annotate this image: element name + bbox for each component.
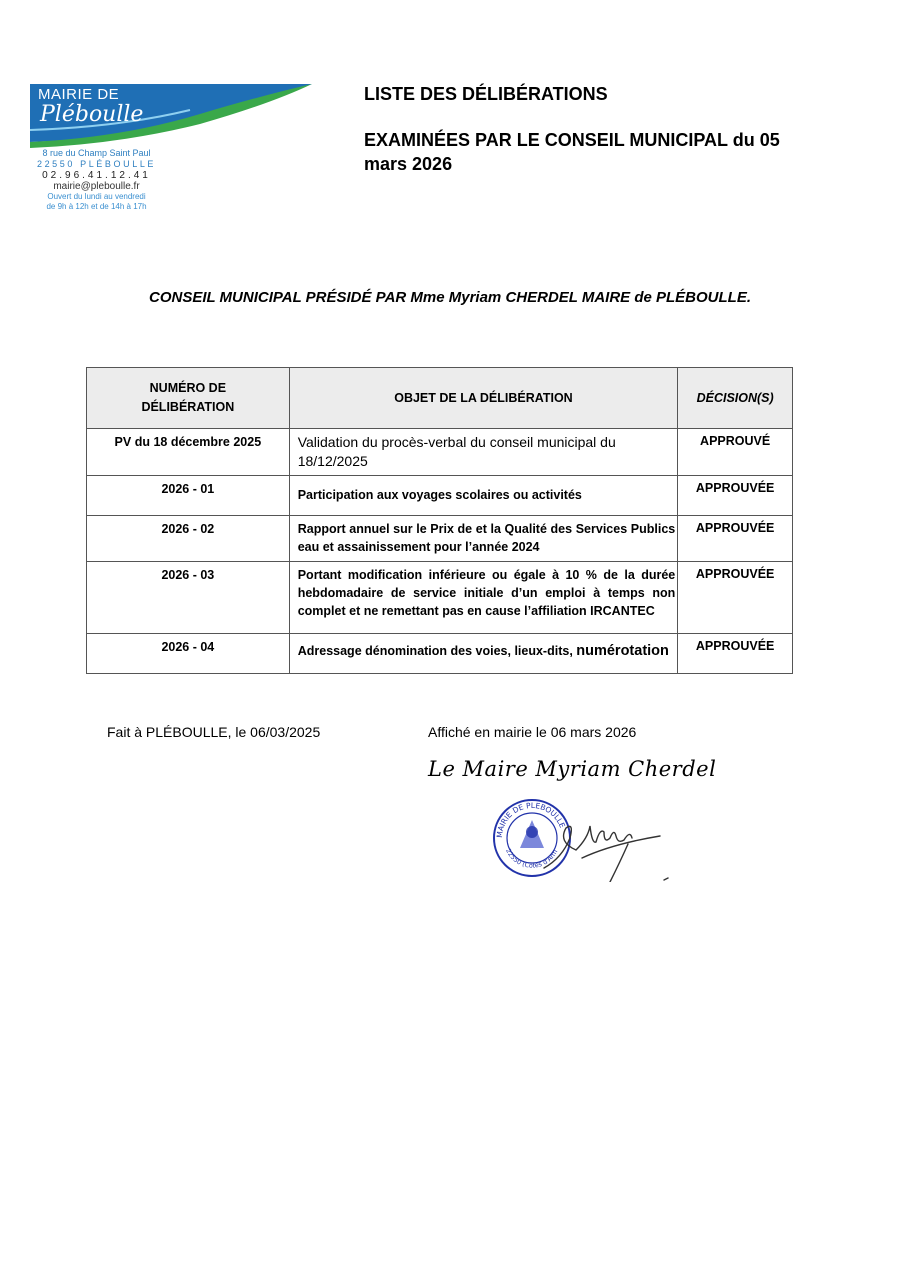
table-row	[87, 516, 793, 562]
fait-a-text: Fait à PLÉBOULLE, le 06/03/2025	[107, 724, 321, 740]
mairie-logo	[30, 82, 315, 222]
stamp-emblem	[520, 820, 544, 848]
row-decision: APPROUVÉ	[678, 429, 793, 476]
row-decision: APPROUVÉE	[678, 516, 793, 562]
header-decision: DÉCISION(S)	[678, 368, 793, 429]
row-numero: PV du 18 décembre 2025	[87, 429, 290, 476]
row-objet: Rapport annuel sur le Prix de et la Qualité des Services Publics eau et assainissement pour l’année 2024	[289, 516, 678, 562]
title-line-1: LISTE DES DÉLIBÉRATIONS	[364, 84, 608, 104]
logo-postal: 22550 PLÉBOULLE	[36, 159, 157, 169]
logo-phone: 02.96.41.12.41	[42, 170, 151, 181]
row-decision: APPROUVÉE	[678, 562, 793, 634]
row-numero: 2026 - 03	[87, 562, 290, 634]
row-objet-text: du procès-verbal du conseil municipal du 18/12/2025	[297, 434, 616, 469]
signature-title: Le Maire Myriam Cherdel	[428, 757, 717, 781]
row-objet-big: numérotation	[576, 643, 669, 659]
table-header-row	[87, 368, 793, 429]
logo-email: mairie@pleboulle.fr	[53, 181, 140, 192]
row-numero: 2026 - 04	[87, 634, 290, 674]
title-line-2: EXAMINÉES PAR LE CONSEIL MUNICIPAL du 05 mars 2026	[364, 130, 780, 174]
row-objet-text: Adressage dénomination des voies, lieux-dits,	[297, 644, 577, 658]
table-row	[87, 429, 793, 476]
mayor-stamp-signature	[492, 798, 672, 882]
table-row	[87, 476, 793, 516]
document-title	[364, 82, 804, 176]
header-numero: NUMÉRO DE DÉLIBÉRATION	[87, 368, 290, 429]
deliberations-table	[86, 367, 793, 674]
president-statement: CONSEIL MUNICIPAL PRÉSIDÉ PAR Mme Myriam CHERDEL MAIRE de PLÉBOULLE.	[148, 289, 752, 306]
row-decision: APPROUVÉE	[678, 634, 793, 674]
row-numero: 2026 - 02	[87, 516, 290, 562]
row-objet	[289, 634, 678, 674]
row-numero: 2026 - 01	[87, 476, 290, 516]
handwritten-signature	[544, 826, 668, 882]
row-objet	[289, 429, 678, 476]
logo-hours-1: Ouvert du lundi au vendredi	[47, 192, 146, 201]
table-row	[87, 634, 793, 674]
header-objet: OBJET DE LA DÉLIBÉRATION	[289, 368, 678, 429]
row-decision: APPROUVÉE	[678, 476, 793, 516]
stamp-text: MAIRIE DE PLEBOULLE	[494, 800, 567, 839]
logo-hours-2: de 9h à 12h et de 14h à 17h	[46, 202, 147, 211]
stamp-subtext: 22550 (Côtes d'Arm	[504, 847, 560, 870]
logo-address: 8 rue du Champ Saint Paul	[42, 148, 151, 158]
affiche-text: Affiché en mairie le 06 mars 2026	[428, 724, 637, 740]
table-row	[87, 562, 793, 634]
logo-script-name: Pléboulle	[40, 102, 144, 127]
row-objet: Participation aux voyages scolaires ou activités	[289, 476, 678, 516]
row-objet: Portant modification inférieure ou égale à 10 % de la durée hebdomadaire de service initiale d’un emploi à temps non complet et ne remettant pas en cause l’affiliation IRCANTEC	[289, 562, 678, 634]
logo-contact	[34, 148, 159, 212]
row-objet-bold: Validation	[297, 434, 359, 450]
logo-title: MAIRIE DE	[38, 86, 120, 103]
